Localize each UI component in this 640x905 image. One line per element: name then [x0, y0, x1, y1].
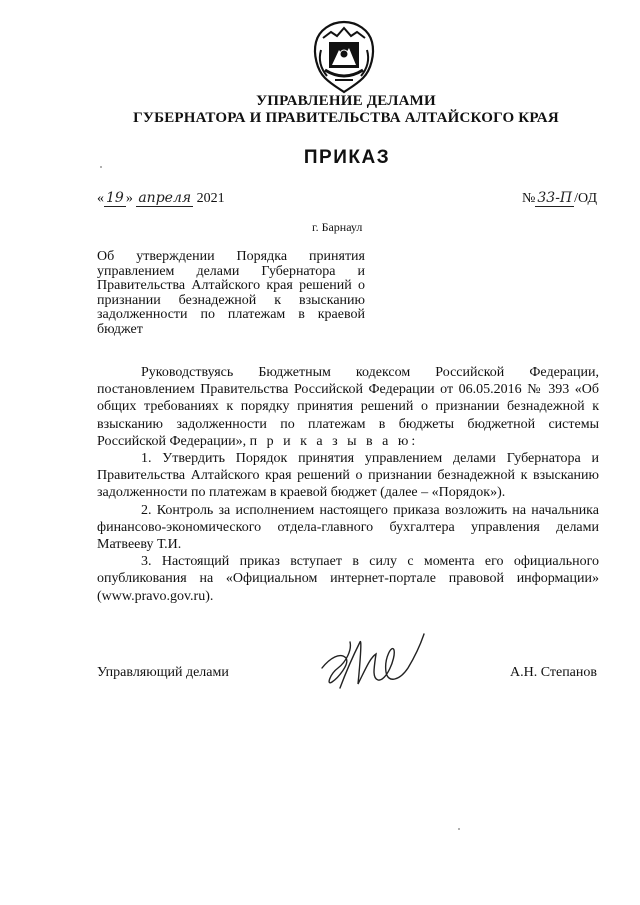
- signatory-position: Управляющий делами: [97, 665, 229, 680]
- coat-of-arms-icon: [311, 20, 377, 94]
- order-word: п р и к а з ы в а ю:: [249, 433, 419, 449]
- document-body: [97, 364, 599, 605]
- handwritten-signature-icon: [316, 628, 436, 698]
- city-label: г. Барнаул: [312, 220, 363, 234]
- preamble-paragraph: [97, 364, 599, 450]
- signatory-name: А.Н. Степанов: [509, 665, 597, 680]
- order-item-2: 2. Контроль за исполнением настоящего приказа возложить на начальника финансово-экономического отдела-главного бухгалтера управления делами Матвееву Т.И.: [97, 502, 599, 553]
- organization-name-line1: УПРАВЛЕНИЕ ДЕЛАМИ: [256, 93, 436, 109]
- organization-name-line2: ГУБЕРНАТОРА И ПРАВИТЕЛЬСТВА АЛТАЙСКОГО КРАЯ: [133, 110, 559, 126]
- date-day: 19: [106, 190, 124, 206]
- document-number: [522, 190, 597, 207]
- number-handwritten: 33-П: [537, 190, 573, 206]
- preamble-text: Руководствуясь Бюджетным кодексом Российской Федерации, постановлением Правительства Российской Федерации от 06.05.2016 № 393 «Об общих требованиях к порядку принятия решений о признании безнадежной к взысканию задолженности по платежам в бюджеты бюджетной системы Российской Федерации»,: [97, 365, 599, 449]
- order-item-1: 1. Утвердить Порядок принятия управлением делами Губернатора и Правительства Алтайского края решений о признании безнадежной к взысканию задолженности по платежам в краевой бюджет (далее – «Порядок»).: [97, 451, 599, 501]
- document-subject: Об утверждении Порядка принятия управлением делами Губернатора и Правительства Алтайского края решений о признании безнадежной к взысканию задолженности по платежам в краевой бюджет: [97, 249, 365, 337]
- number-prefix: №: [522, 191, 536, 206]
- number-suffix: /ОД: [574, 191, 597, 206]
- date-year: 2021: [196, 191, 225, 206]
- document-date: « 19 » апреля 2021: [97, 190, 225, 206]
- scan-speck: [458, 828, 460, 830]
- order-item-3: 3. Настоящий приказ вступает в силу с момента его официального опубликования на «Официальном интернет-портале правовой информации» (www.pravo.gov.ru).: [97, 554, 599, 604]
- scan-speck: [100, 166, 102, 168]
- date-month: апреля: [138, 190, 192, 206]
- document-type-title: ПРИКАЗ: [303, 147, 391, 168]
